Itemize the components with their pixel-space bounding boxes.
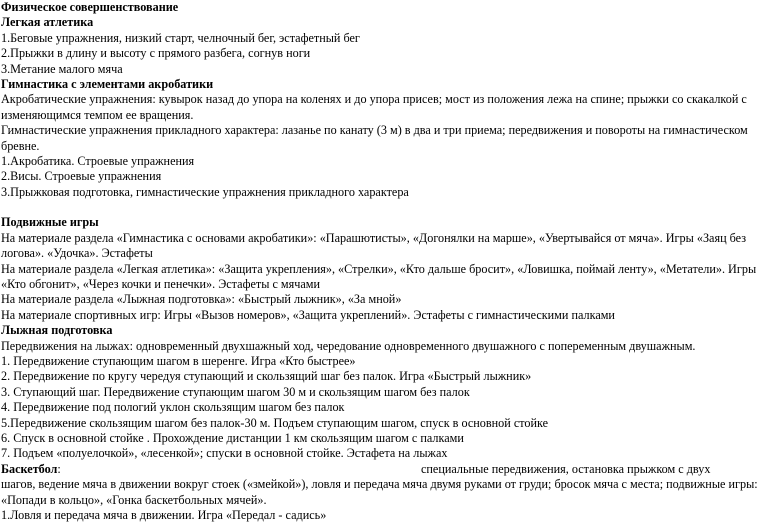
basketball-text-cont: шагов, ведение мяча в движении вокруг стоек («змейкой»), ловля и передача мяча двумя руками от груди; бросок мяча с места; подвижные игры:: [1, 477, 758, 492]
ski-item-4: 4. Передвижение под пологий уклон скользящим шагом без палок: [1, 400, 345, 415]
section-heading-basketball: Баскетбол: [1, 461, 58, 476]
gymnastics-acrobatics-text-cont: изменяющимся темпом ее вращения.: [1, 107, 194, 122]
games-athletics-text: На материале раздела «Легкая атлетика»: «Защита укрепления», «Стрелки», «Кто дальше бросит», «Ловишка, поймай ленту», «Метатели». Игры: [1, 261, 757, 276]
basketball-text-cont-2: «Попади в кольцо», «Гонка баскетбольных мячей».: [1, 492, 267, 507]
gymnastics-item-3: 3.Прыжковая подготовка, гимнастические упражнения прикладного характера: [1, 184, 409, 199]
gymnastics-applied-text-cont: бревне.: [1, 138, 40, 153]
gymnastics-applied-text: Гимнастические упражнения прикладного характера: лазанье по канату (3 м) в два и три приема; передвижения и повороты на гимнастическом: [1, 123, 748, 138]
games-ski-text: На материале раздела «Лыжная подготовка»: «Быстрый лыжник», «За мной»: [1, 292, 402, 307]
ski-item-1: 1. Передвижение ступающим шагом в шеренге. Игра «Кто быстрее»: [1, 353, 356, 368]
section-heading-ski: Лыжная подготовка: [1, 323, 113, 338]
games-gymnastics-text-cont: логова». «Удочка». Эстафеты: [1, 246, 153, 261]
athletics-item-2: 2.Прыжки в длину и высоту с прямого разбега, согнув ноги: [1, 46, 311, 61]
section-heading-athletics: Легкая атлетика: [1, 15, 94, 30]
ski-item-2: 2. Передвижение по кругу чередуя ступающий и скользящий шаг без палок. Игра «Быстрый лыжник»: [1, 369, 532, 384]
games-sport-text: На материале спортивных игр: Игры «Вызов номеров», «Защита укреплений». Эстафеты с гимнастическими палками: [1, 307, 615, 322]
ski-item-3: 3. Ступающий шаг. Передвижение ступающим шагом 30 м и скользящим шагом без палок: [1, 384, 470, 399]
ski-item-5: 5.Передвижение скользящим шагом без палок-30 м. Подъем ступающим шагом, спуск в основной стойке: [1, 415, 549, 430]
ski-item-7: 7. Подъем «полуелочкой», «лесенкой»; спуски в основной стойке. Эстафета на лыжах: [1, 446, 448, 461]
ski-intro-text: Передвижения на лыжах: одновременный двухшажный ход, чередование одновременного двушажного с попеременным двушажным.: [1, 338, 696, 353]
gymnastics-item-1: 1.Акробатика. Строевые упражнения: [1, 153, 195, 168]
doc-title: Физическое совершенствование: [1, 0, 179, 14]
gymnastics-acrobatics-text: Акробатические упражнения: кувырок назад до упора на коленях и до упора присев; мост из положения лежа на спине; прыжки со скакалкой с: [1, 92, 747, 107]
athletics-item-3: 3.Метание малого мяча: [1, 61, 123, 76]
ski-item-6: 6. Спуск в основной стойке . Прохождение дистанции 1 км скользящим шагом с палками: [1, 430, 464, 445]
basketball-item-1: 1.Ловля и передача мяча в движении. Игра «Передал - садись»: [1, 507, 327, 522]
basketball-line: [1, 461, 711, 477]
blank-line: [1, 200, 704, 215]
games-gymnastics-text: На материале раздела «Гимнастика с основами акробатики»: «Парашютисты», «Догонялки на марше», «Увертывайся от мяча». Игры «Заяц без: [1, 230, 747, 245]
basketball-text: специальные передвижения, остановка прыжком с двух: [421, 461, 711, 476]
basketball-heading-wrap: [1, 462, 421, 477]
athletics-item-1: 1.Беговые упражнения, низкий старт, челночный бег, эстафетный бег: [1, 30, 360, 45]
section-heading-gymnastics: Гимнастика с элементами акробатики: [1, 76, 214, 91]
basketball-colon: :: [57, 461, 61, 476]
gymnastics-item-2: 2.Висы. Строевые упражнения: [1, 169, 162, 184]
section-heading-games: Подвижные игры: [1, 215, 99, 230]
games-athletics-text-cont: «Кто обгонит», «Через кочки и пенечки». Эстафеты с мячами: [1, 277, 320, 292]
